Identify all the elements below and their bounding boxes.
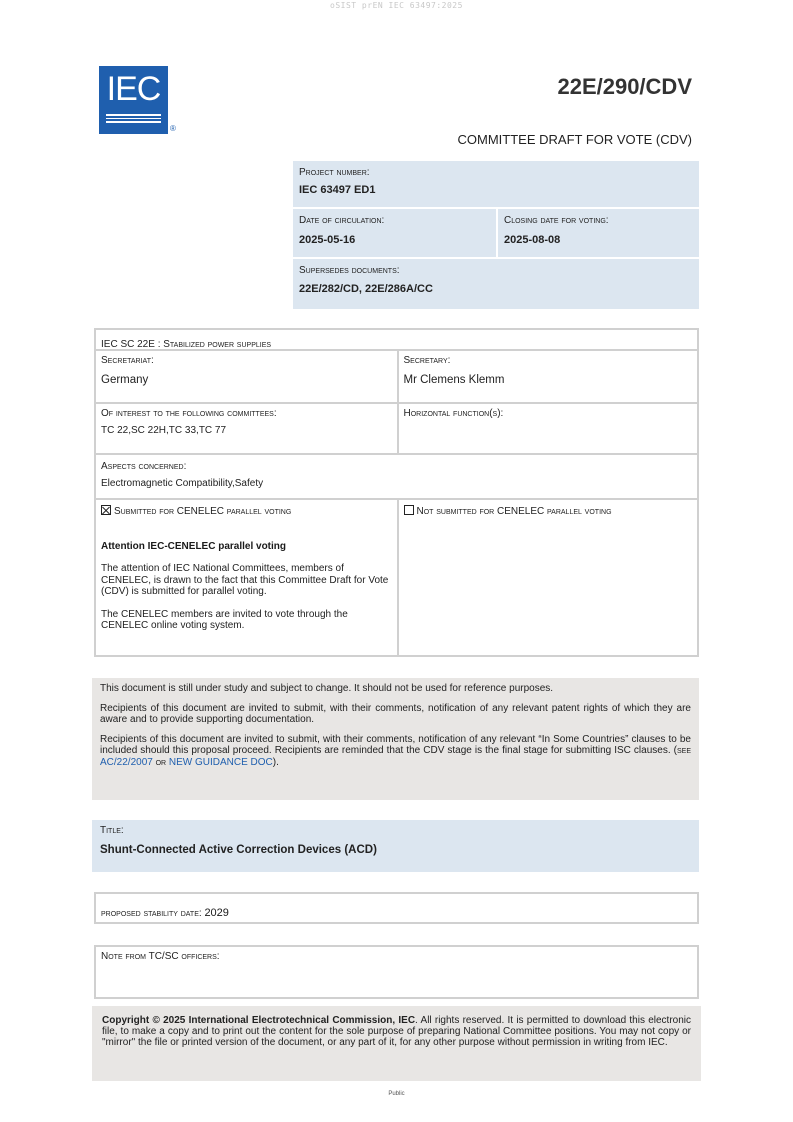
secretary-label: Secretary: bbox=[403, 355, 451, 366]
notice-paragraph-3 bbox=[100, 734, 691, 769]
copyright-box bbox=[92, 1006, 701, 1081]
project-number-label: Project number: bbox=[299, 167, 370, 178]
notice-box bbox=[92, 678, 699, 800]
interest-committees: TC 22,SC 22H,TC 33,TC 77 bbox=[101, 425, 227, 436]
horizontal-function-label: Horizontal function(s): bbox=[403, 408, 504, 419]
cenelec-row bbox=[96, 500, 697, 655]
notice-paragraph-3-end: ). bbox=[272, 756, 279, 768]
attention-heading: Attention IEC-CENELEC parallel voting bbox=[101, 541, 287, 552]
secretary: Mr Clemens Klemm bbox=[403, 374, 505, 386]
interest-row bbox=[96, 404, 697, 455]
document-title: Shunt-Connected Active Correction Devices (ACD) bbox=[100, 844, 377, 856]
closing-date-label: Closing date for voting: bbox=[504, 215, 609, 226]
aspects-label: Aspects concerned: bbox=[101, 461, 187, 472]
registered-mark: ® bbox=[170, 124, 176, 133]
copyright-body: . All rights reserved. It is permitted to download this electronic file, to make a copy and to print out the content for the sole purpose of preparing National Committee positions. You may not copy or "mirror" the file or printed version of the document, or any part of it, for any other purpose without permission in writing from IEC. bbox=[102, 1015, 691, 1048]
title-box bbox=[92, 820, 699, 872]
supersedes-row bbox=[293, 259, 699, 309]
aspects-concerned: Electromagnetic Compatibility,Safety bbox=[101, 478, 264, 489]
supersedes-label: Supersedes documents: bbox=[299, 265, 400, 276]
iec-logo-lines bbox=[106, 114, 161, 125]
attention-paragraph-2: The CENELEC members are invited to vote through the CENELEC online voting system. bbox=[101, 608, 348, 631]
classification-footer: Public bbox=[388, 1091, 405, 1097]
stability-date-box bbox=[94, 892, 699, 924]
aspects-row bbox=[96, 455, 697, 500]
submitted-label: Submitted for CENELEC parallel voting bbox=[114, 506, 292, 517]
secretariat: Germany bbox=[101, 374, 149, 386]
stability-date: 2029 bbox=[204, 907, 229, 919]
stability-date-label: proposed stability date: bbox=[101, 908, 205, 919]
circulation-date: 2025-05-16 bbox=[299, 234, 356, 246]
iec-logo-text: IEC bbox=[106, 70, 161, 108]
secretariat-label: Secretariat: bbox=[101, 355, 154, 366]
checked-checkbox-icon bbox=[101, 505, 111, 515]
officers-note-box bbox=[94, 945, 699, 999]
secretariat-row bbox=[96, 351, 697, 404]
unchecked-checkbox-icon bbox=[404, 505, 414, 515]
notice-paragraph-1: This document is still under study and subject to change. It should not be used for reference purposes. bbox=[100, 683, 554, 694]
notice-paragraph-3-text: Recipients of this document are invited to submit, with their comments, notification of any relevant “In Some Countries” clauses to be included should this proposal proceed. Recipients are reminded that the CDV stage is the final stage for submitting ISC clauses. ( bbox=[100, 733, 691, 756]
submitted-option bbox=[101, 505, 392, 517]
see-text: see bbox=[676, 745, 691, 756]
attention-paragraph-1: The attention of IEC National Committees, members of CENELEC, is drawn to the fact that this Committee Draft for Vote (CDV) is submitted for parallel voting. bbox=[101, 563, 389, 597]
not-submitted-label: Not submitted for CENELEC parallel voting bbox=[416, 506, 612, 517]
sc-prefix: IEC SC 22E : bbox=[101, 339, 164, 350]
sc-row bbox=[96, 330, 697, 351]
or-text: or bbox=[152, 756, 169, 768]
project-number: IEC 63497 ED1 bbox=[299, 184, 376, 196]
officers-note-label: Note from TC/SC officers: bbox=[101, 951, 220, 962]
document-id: 22E/290/CDV bbox=[557, 74, 692, 99]
document-type: COMMITTEE DRAFT FOR VOTE (CDV) bbox=[457, 132, 692, 147]
not-submitted-option bbox=[404, 505, 693, 517]
title-label: Title: bbox=[100, 825, 124, 836]
ac-22-2007-link[interactable]: AC/22/2007 bbox=[100, 756, 153, 768]
watermark: oSIST prEN IEC 63497:2025 bbox=[330, 1, 463, 10]
interest-label: Of interest to the following committees: bbox=[101, 408, 277, 419]
closing-date: 2025-08-08 bbox=[504, 234, 561, 246]
copyright-bold: Copyright © 2025 International Electrotechnical Commission, IEC bbox=[102, 1015, 416, 1026]
circulation-date-label: Date of circulation: bbox=[299, 215, 385, 226]
notice-paragraph-2: Recipients of this document are invited to submit, with their comments, notification of any relevant patent rights of which they are aware and to provide supporting documentation. bbox=[100, 702, 691, 725]
copyright-text bbox=[102, 1015, 691, 1048]
sc-name: Stabilized power supplies bbox=[163, 339, 272, 350]
new-guidance-doc-link[interactable]: NEW GUIDANCE DOC bbox=[168, 756, 273, 768]
dates-row bbox=[293, 209, 699, 259]
project-number-row bbox=[293, 161, 699, 209]
project-info-table bbox=[293, 161, 699, 309]
committee-table bbox=[94, 328, 699, 657]
supersedes-documents: 22E/282/CD, 22E/286A/CC bbox=[299, 283, 433, 295]
